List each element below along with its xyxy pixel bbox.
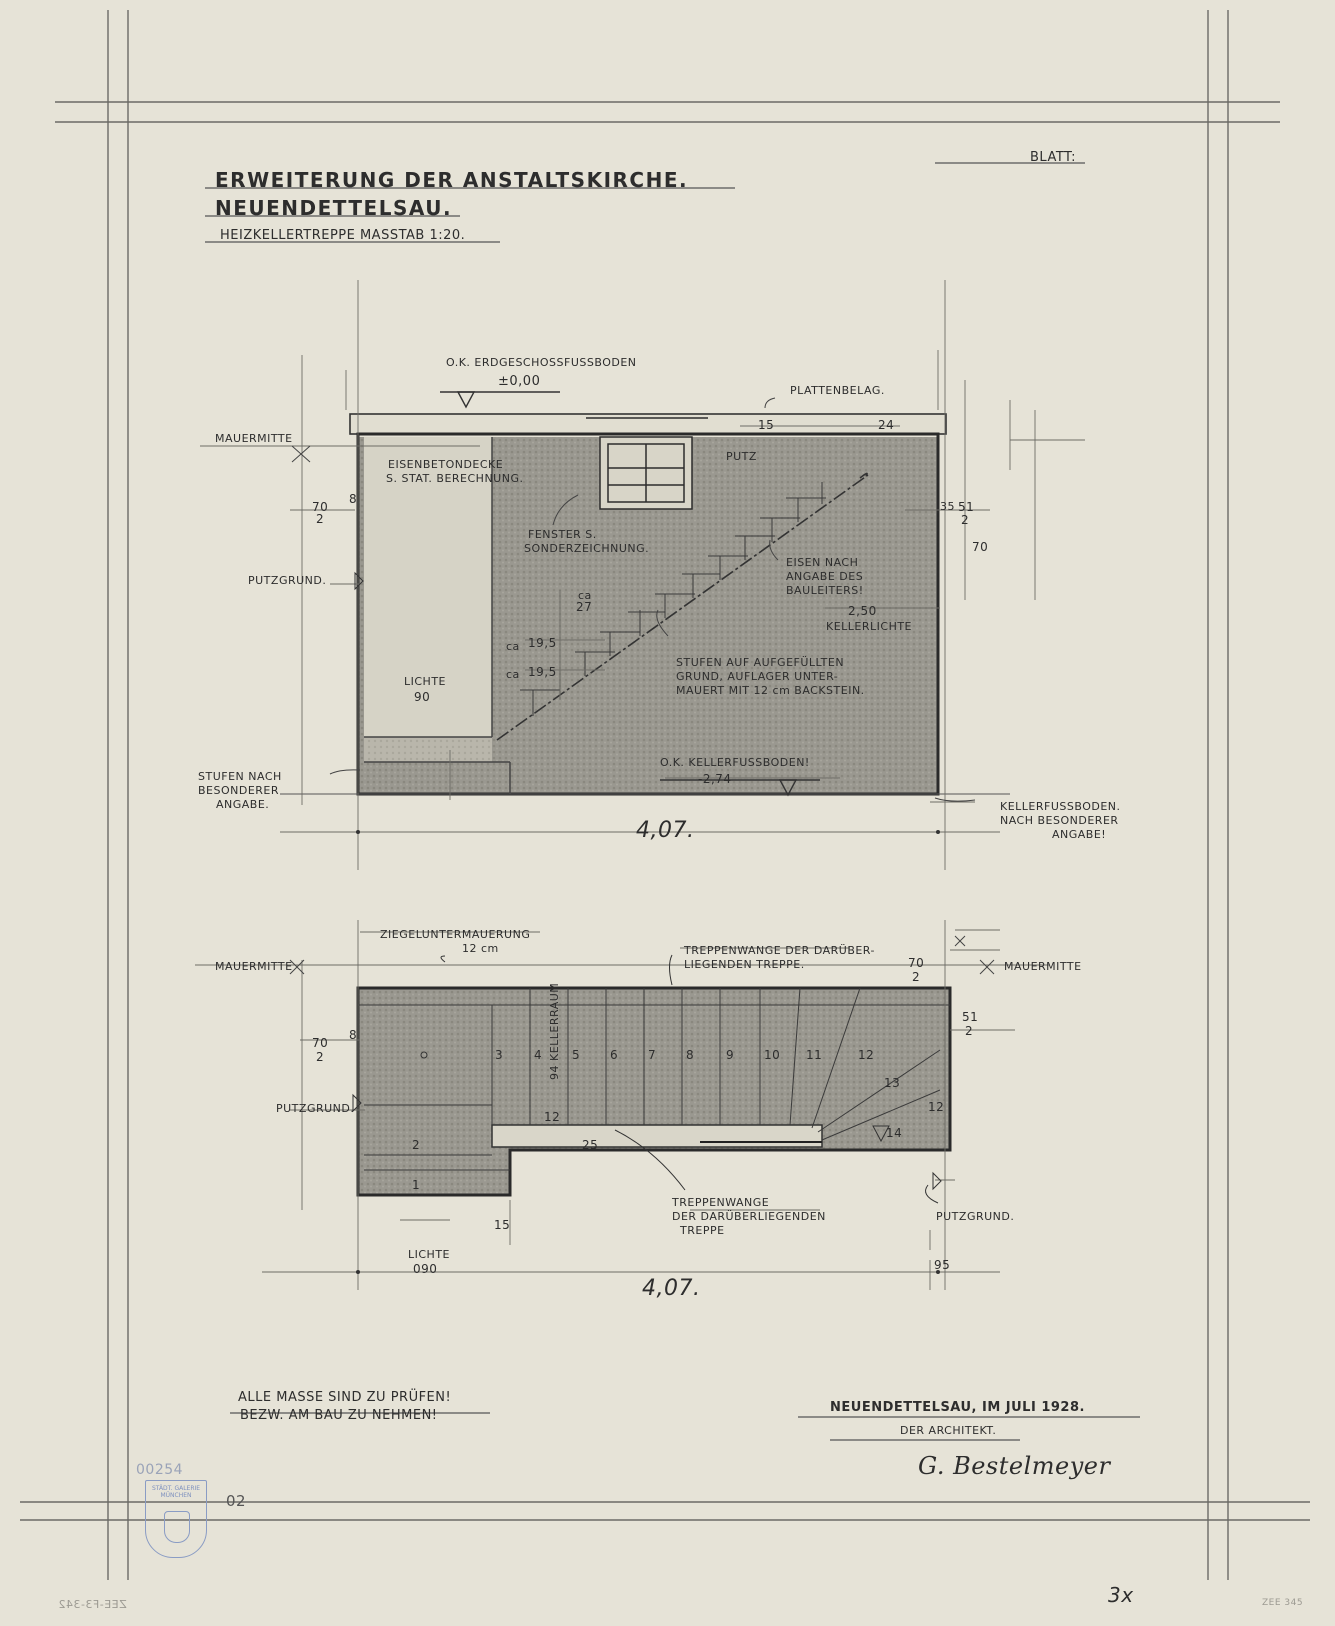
section-stufen-label-1: STUFEN AUF AUFGEFÜLLTEN — [676, 656, 845, 669]
section-eisen-label-1: EISEN NACH — [786, 556, 859, 569]
section-ok-keller-label: O.K. KELLERFUSSBODEN! — [660, 756, 810, 769]
section-eisen-label-2: ANGABE DES — [786, 570, 864, 583]
dim-2-50: 2,50 — [848, 604, 877, 618]
dim-19-5-b: 19,5 — [528, 665, 557, 679]
step-number-1: 1 — [412, 1178, 421, 1192]
section-putzgrund-label: PUTZGRUND. — [248, 574, 327, 587]
plan-dim-95: 95 — [934, 1258, 951, 1272]
dim-19-5-a: 19,5 — [528, 636, 557, 650]
step-number-10: 10 — [764, 1048, 781, 1062]
section-fenster-label: FENSTER S. — [528, 528, 597, 541]
dim-ca-3: ca — [506, 668, 520, 681]
dim-15: 15 — [758, 418, 775, 432]
step-number-2: 2 — [412, 1138, 421, 1152]
section-level-zero: ±0,00 — [498, 374, 541, 389]
plan-lichte-value: 090 — [413, 1262, 438, 1276]
section-plattenbelag-label: PLATTENBELAG. — [790, 384, 885, 397]
step-number-6: 6 — [610, 1048, 619, 1062]
inventory-number: 00254 — [136, 1462, 184, 1478]
drawing-location: NEUENDETTELSAU. — [215, 196, 453, 220]
plan-dim-51: 51 — [962, 1010, 979, 1024]
sheet-label: BLATT: — [1030, 150, 1076, 165]
section-kellerlichte-label: KELLERLICHTE — [826, 620, 913, 633]
plan-landing-void — [492, 1125, 822, 1147]
dim-8-left: 8 — [349, 492, 358, 506]
plan-putzgrund-right: PUTZGRUND. — [936, 1210, 1015, 1223]
section-stufen-label-3: MAUERT MIT 12 cm BACKSTEIN. — [676, 684, 865, 697]
dim-51: 51 — [958, 500, 975, 514]
note-check-dimensions: ALLE MASSE SIND ZU PRÜFEN! — [238, 1390, 452, 1405]
plan-mauermitte-right: MAUERMITTE — [1004, 960, 1082, 973]
plan-fill — [358, 988, 950, 1195]
section-stufen-nach-1: STUFEN NACH — [198, 770, 282, 783]
plan-treppenwange-b2: DER DARÜBERLIEGENDEN — [672, 1210, 826, 1223]
plan-dim-25: 25 — [582, 1138, 599, 1152]
plan-ziegel-label: ZIEGELUNTERMAUERUNG — [380, 928, 531, 941]
dim-90: 90 — [414, 690, 431, 704]
plan-dim-70-left: 70 — [312, 1036, 329, 1050]
plan-dim-8-left: 8 — [349, 1028, 358, 1042]
section-kellerboden-1: KELLERFUSSBODEN. — [1000, 800, 1121, 813]
section-eisenbeton-label: EISENBETONDECKE — [388, 458, 504, 471]
plan-dim-12b: 12 — [928, 1100, 945, 1114]
step-number-3: 3 — [495, 1048, 504, 1062]
signature-place-date: NEUENDETTELSAU, IM JULI 1928. — [830, 1400, 1085, 1415]
signature-role: DER ARCHITEKT. — [900, 1424, 997, 1437]
dim-24: 24 — [878, 418, 895, 432]
section-eisenbeton-note: S. STAT. BERECHNUNG. — [386, 472, 524, 485]
dim-35: 35 — [940, 500, 955, 513]
plan-ziegel-size: 12 cm — [462, 942, 499, 955]
architect-signature: G. Bestelmeyer — [918, 1452, 1111, 1480]
section-lichte-label: LICHTE — [404, 675, 446, 688]
plan-treppenwange-label-1: TREPPENWANGE DER DARÜBER- — [684, 944, 875, 957]
section-putz-label: PUTZ — [726, 450, 757, 463]
step-number-11: 11 — [806, 1048, 823, 1062]
plan-dim-12a: 12 — [544, 1110, 561, 1124]
munich-emblem-icon — [164, 1511, 190, 1543]
section-stufen-nach-3: ANGABE. — [216, 798, 270, 811]
plan-width-dimension: 4,07. — [642, 1276, 701, 1301]
step-number-14: 14 — [886, 1126, 903, 1140]
plan-putzgrund-left: PUTZGRUND. — [276, 1102, 355, 1115]
note-take-on-site: BEZW. AM BAU ZU NEHMEN! — [240, 1408, 438, 1423]
section-kellerboden-3: ANGABE! — [1052, 828, 1107, 841]
inventory-sub-number: 02 — [226, 1492, 247, 1510]
drawing-title: ERWEITERUNG DER ANSTALTSKIRCHE. — [215, 168, 689, 192]
step-number-7: 7 — [648, 1048, 657, 1062]
section-width-dimension: 4,07. — [636, 818, 695, 843]
plan-dim-2c: 2 — [965, 1024, 974, 1038]
section-stufen-label-2: GRUND, AUFLAGER UNTER- — [676, 670, 839, 683]
museum-stamp — [145, 1480, 207, 1558]
plan-dim-2-right: 2 — [912, 970, 921, 984]
drawing-subtitle: HEIZKELLERTREPPE MASSTAB 1:20. — [220, 228, 466, 243]
plan-treppenwange-b3: TREPPE — [680, 1224, 725, 1237]
step-number-8: 8 — [686, 1048, 695, 1062]
dim-70-right: 70 — [972, 540, 989, 554]
section-mauermitte-label: MAUERMITTE — [215, 432, 293, 445]
step-number-5: 5 — [572, 1048, 581, 1062]
section-slab — [350, 414, 946, 434]
dim-70-left: 70 — [312, 500, 329, 514]
section-eisen-label-3: BAULEITERS! — [786, 584, 864, 597]
plan-dim-15: 15 — [494, 1218, 511, 1232]
plan-treppenwange-b1: TREPPENWANGE — [672, 1196, 770, 1209]
section-bottom-step — [364, 737, 492, 762]
plan-mauermitte-left: MAUERMITTE — [215, 960, 293, 973]
corner-mark: 3x — [1108, 1583, 1134, 1607]
dim-2-right: 2 — [961, 513, 970, 527]
catalog-number-small: ZEE 345 — [1262, 1598, 1304, 1608]
plan-lichte-label: LICHTE — [408, 1248, 450, 1261]
section-stufen-nach-2: BESONDERER — [198, 784, 280, 797]
mirrored-catalog-number: ZEE-F3-342 — [58, 1598, 127, 1611]
section-view — [200, 280, 1085, 870]
step-number-13: 13 — [884, 1076, 901, 1090]
plan-dim-2-left: 2 — [316, 1050, 325, 1064]
plan-treppenwange-label-2: LIEGENDEN TREPPE. — [684, 958, 805, 971]
step-number-12: 12 — [858, 1048, 875, 1062]
section-fenster-note: SONDERZEICHNUNG. — [524, 542, 650, 555]
level-marker-top — [440, 392, 560, 407]
museum-stamp-text: STÄDT. GALERIE MÜNCHEN — [151, 1485, 201, 1499]
section-level-keller: -2,74 — [698, 772, 732, 786]
step-number-4: 4 — [534, 1048, 543, 1062]
dim-2-left: 2 — [316, 512, 325, 526]
step-number-9: 9 — [726, 1048, 735, 1062]
plan-kellerraum-label: 94 KELLERRAUM — [548, 982, 561, 1080]
dim-ca-2: ca — [506, 640, 520, 653]
dim-27: 27 — [576, 600, 593, 614]
section-ok-floor-label: O.K. ERDGESCHOSSFUSSBODEN — [446, 356, 637, 369]
dim-ca-1: ca — [578, 589, 592, 602]
plan-dim-70-right: 70 — [908, 956, 925, 970]
section-kellerboden-2: NACH BESONDERER — [1000, 814, 1119, 827]
